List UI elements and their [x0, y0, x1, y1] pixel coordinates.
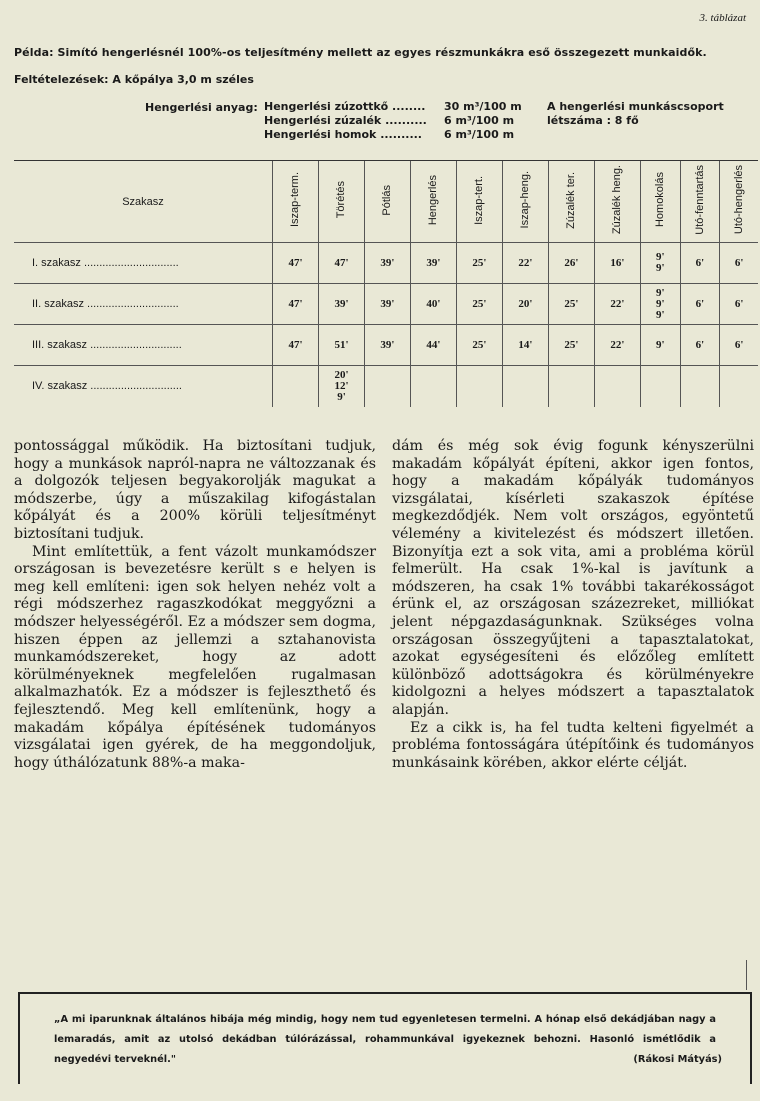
- table-cell: [640, 284, 680, 325]
- table-cell: [548, 366, 594, 407]
- table-cell: 47': [318, 243, 364, 284]
- table-header-row: [14, 161, 758, 243]
- column-header: [456, 161, 502, 243]
- table-cell: [640, 366, 680, 407]
- table-cell: 6': [680, 284, 720, 325]
- table-cell: 47': [273, 284, 319, 325]
- material-value: 30 m³/100 m: [444, 100, 522, 113]
- material-row: [264, 100, 544, 114]
- table-cell: [410, 366, 456, 407]
- cell-line: 12': [334, 379, 349, 392]
- table-cell: 16': [594, 243, 640, 284]
- column-header-text: Törétés: [335, 181, 348, 219]
- material-name: Hengerlési homok ..........: [264, 128, 422, 141]
- table-cell: 6': [680, 325, 720, 366]
- row-label: I. szakasz ...............................: [14, 243, 273, 284]
- table-row: [14, 366, 758, 407]
- paragraph: Mint említettük, a fent vázolt munkamódszer országosan is bevezetésre került s e helyen is meg kell említeni: igen sok helyen nehéz volt a régi módszerhez ragaszkodókat meggyőzni a módszer helyességéről. Ez a módszer sem dogma, hiszen éppen az jellemzi a sztahanovista munkamódszereket, hogy az adott körülményeknek megfelelően rugalmasan alkalmazhatók. Ez a módszer is fejleszthető és fejlesztendő. Meg kell említenünk, hogy a makadám kőpálya építésének tudományos vizsgálatai igen gyérek, de ha meggondoljuk, hogy úthálózatunk 88%-a maka-: [14, 543, 376, 771]
- header-szakasz: Szakasz: [14, 161, 273, 243]
- table-cell: 6': [680, 243, 720, 284]
- table-cell: 39': [364, 243, 410, 284]
- column-header-text: Iszap-heng.: [519, 171, 532, 229]
- column-header: [502, 161, 548, 243]
- table-cell: [273, 366, 319, 407]
- quote-author: (Rákosi Mátyás): [633, 1054, 722, 1065]
- table-cell: 39': [364, 284, 410, 325]
- table-cell: 25': [456, 284, 502, 325]
- table-cell: [720, 366, 758, 407]
- column-header: [680, 161, 720, 243]
- column-header: [548, 161, 594, 243]
- column-header-text: Hengerlés: [427, 174, 440, 226]
- table-cell: 44': [410, 325, 456, 366]
- column-header-text: Utó-hengerlés: [733, 165, 746, 235]
- table-row: [14, 284, 758, 325]
- assumptions-line: Feltételezések: A kőpálya 3,0 m széles: [14, 73, 254, 86]
- table-cell: 25': [548, 284, 594, 325]
- left-text-column: [14, 438, 376, 772]
- table-cell: 47': [273, 325, 319, 366]
- column-header-text: Zúzalék heng.: [611, 165, 624, 235]
- divider-line: [746, 960, 747, 990]
- column-header: [594, 161, 640, 243]
- table-cell: 51': [318, 325, 364, 366]
- quote-box: [18, 992, 752, 1084]
- material-row: [264, 114, 544, 128]
- table-cell: 39': [364, 325, 410, 366]
- cell-line: 9': [655, 308, 665, 321]
- table-cell: [364, 366, 410, 407]
- materials-list: [264, 100, 544, 142]
- column-header: [273, 161, 319, 243]
- column-header: [318, 161, 364, 243]
- table-cell: 25': [456, 243, 502, 284]
- table-cell: 40': [410, 284, 456, 325]
- table-cell: [594, 366, 640, 407]
- table-cell: 9': [640, 325, 680, 366]
- cell-line: 9': [655, 262, 665, 274]
- paragraph: dám és még sok évig fogunk kényszerülni makadám kőpályát építeni, akkor igen fontos, hogy a makadám kőpályák tudományos vizsgálatai, kísérleti szakaszok építése megkezdődjék. Nem volt országos, egyöntetű vélemény a kivitelezést és módszert illetően. Bizonyítja ezt a sok vita, ami a probléma körül felmerült. Ha csak 1%-kal is javítunk a módszeren, ha csak 1% további takarékosságot érünk el, az országosan százezreket, milliókat jelent népgazdaságunknak. Szükséges volna országosan összegyűjteni a tapasztalatokat, azokat egységesíteni és előzőleg említett különböző adottságokra és körülményekre kidolgozni a helyes módszert a tapasztalatok alapján.: [392, 438, 754, 718]
- row-label: III. szakasz ..............................: [14, 325, 273, 366]
- work-time-table: [14, 160, 758, 407]
- table-label: 3. táblázat: [699, 12, 746, 24]
- table-cell: [502, 366, 548, 407]
- cell-line: 9': [655, 286, 665, 299]
- quote-text: „A mi iparunknak általános hibája még mindig, hogy nem tud egyenletesen termelni. A hónap első dekádjában nagy a lemaradás, amit az utolsó dekádban túlórázással, rohammunkával igyekeznek behozni. Hasonló ismétlődik a negyedévi terveknél.": [54, 1014, 716, 1065]
- table-cell: 25': [548, 325, 594, 366]
- cell-line: 20': [334, 368, 349, 381]
- crew-line: A hengerlési munkáscsoport: [547, 100, 724, 113]
- paragraph: pontossággal működik. Ha biztosítani tudjuk, hogy a munkások napról-napra ne változzanak és a dolgozók teljesen begyakorolják magukat a módszerbe, úgy a műszakilag kifogástalan kőpályát és a 200% körüli teljesítményt biztosítani tudjuk.: [14, 438, 376, 542]
- material-name: Hengerlési zúzalék ..........: [264, 114, 427, 127]
- row-label: IV. szakasz ..............................: [14, 366, 273, 407]
- table-cell: 22': [502, 243, 548, 284]
- right-text-column: [392, 438, 754, 772]
- column-header-text: Pótlás: [381, 184, 394, 216]
- table-cell: 25': [456, 325, 502, 366]
- column-header-text: Homokolás: [654, 172, 667, 228]
- column-header-text: Utó-fenntartás: [693, 165, 706, 235]
- materials-label: Hengerlési anyag:: [145, 101, 258, 114]
- row-label: II. szakasz ..............................: [14, 284, 273, 325]
- crew-line: létszáma : 8 fő: [547, 114, 639, 127]
- table-cell: 39': [410, 243, 456, 284]
- material-row: [264, 128, 544, 142]
- table-cell: [318, 366, 364, 407]
- material-name: Hengerlési zúzottkő ........: [264, 100, 426, 113]
- cell-line: 9': [655, 251, 665, 263]
- table-cell: 39': [318, 284, 364, 325]
- column-header: [364, 161, 410, 243]
- table-row: [14, 243, 758, 284]
- table-cell: 22': [594, 325, 640, 366]
- table-cell: 20': [502, 284, 548, 325]
- example-line: Példa: Simító hengerlésnél 100%-os teljesítmény mellett az egyes részmunkákra eső összegezett munkaidők.: [14, 46, 707, 59]
- paragraph: Ez a cikk is, ha fel tudta kelteni figyelmét a probléma fontosságára útépítőink és tudományos munkásaink körében, akkor elérte célját.: [392, 719, 754, 771]
- table-row: [14, 325, 758, 366]
- column-header-text: Iszap-term.: [289, 172, 302, 228]
- material-value: 6 m³/100 m: [444, 114, 515, 127]
- material-value: 6 m³/100 m: [444, 128, 515, 141]
- column-header: [640, 161, 680, 243]
- table-cell: [680, 366, 720, 407]
- table-cell: 14': [502, 325, 548, 366]
- column-header: [410, 161, 456, 243]
- cell-line: 9': [337, 390, 346, 403]
- table-cell: 22': [594, 284, 640, 325]
- column-header-text: Zúzalék ter.: [565, 171, 578, 229]
- crew-info: [547, 100, 724, 128]
- table-cell: 6': [720, 325, 758, 366]
- table-cell: 47': [273, 243, 319, 284]
- table-cell: [456, 366, 502, 407]
- cell-line: 9': [655, 297, 665, 310]
- table-cell: 6': [720, 243, 758, 284]
- column-header-text: Iszap-tert.: [473, 175, 486, 225]
- column-header: [720, 161, 758, 243]
- table-cell: 6': [720, 284, 758, 325]
- table-cell: 26': [548, 243, 594, 284]
- table-cell: [640, 243, 680, 284]
